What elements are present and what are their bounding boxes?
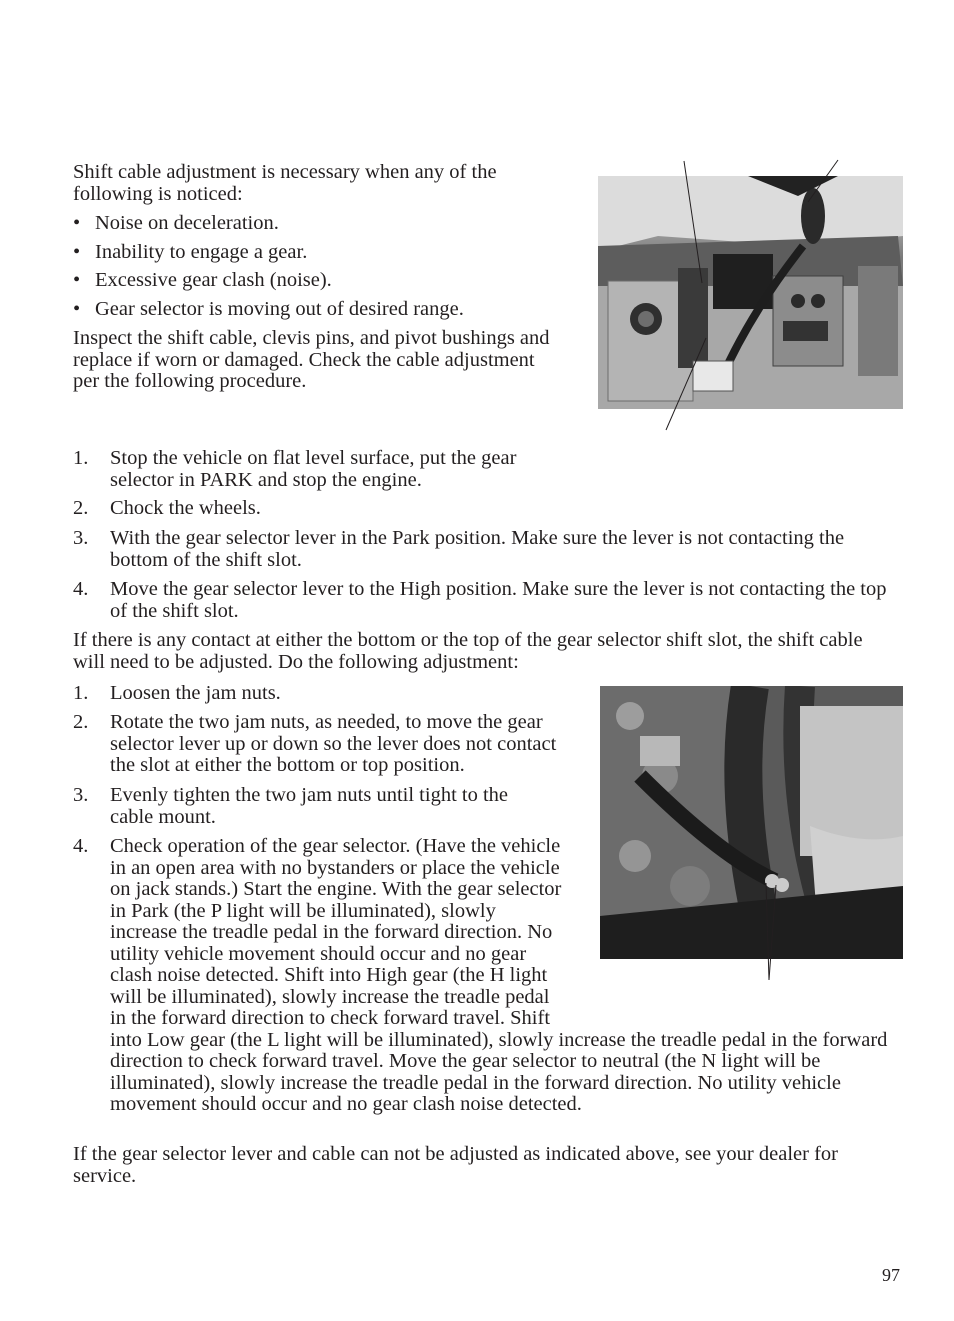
intro-paragraph: Shift cable adjustment is necessary when any of the following is noticed: <box>73 161 497 205</box>
adjust-step-3: 3. Evenly tighten the two jam nuts until tight to the cable mount. <box>73 784 508 828</box>
check-step-3: 3. With the gear selector lever in the Park position. Make sure the lever is not contacting the bottom of the shift slot. <box>73 527 845 571</box>
contact-note: If there is any contact at either the bottom or the top of the gear selector shift slot, the shift cable will need to be adjusted. Do the following adjustment: <box>73 629 863 673</box>
adjust-step-4: 4. Check operation of the gear selector. (Have the vehicle in an open area with no bystanders or place the vehicle on jack stands.) Start the engine. With the gear selector in Park (the P light will be illuminated), slowly increase the treadle pedal in the forward direction. No utility vehicle movement should occur and no gear clash noise detected. Shift into High gear (the H light will be illuminated), slowly increase the treadle pedal in the forward direction to check forward travel. Shift into Low gear (the L light will be illuminated), slowly increase the treadle pedal in the forward direction to check forward travel. Move the gear selector to neutral (the N light will be illuminated), slowly increase the treadle pedal in the forward direction. No utility vehicle movement should occur and no gear clash noise detected. <box>73 836 903 1136</box>
adjust-step-1: 1. Loosen the jam nuts. <box>73 682 281 704</box>
page-number: 97 <box>882 1265 900 1285</box>
gear-selector-dashboard-photo <box>598 176 903 409</box>
adjust-step-2: 2. Rotate the two jam nuts, as needed, to move the gear selector lever up or down so the lever does not contact the slot at either the bottom or top position. <box>73 711 557 776</box>
check-step-1: 1. Stop the vehicle on flat level surface, put the gear selector in PARK and stop the engine. <box>73 447 517 491</box>
check-step-2: 2. Chock the wheels. <box>73 497 261 519</box>
inspect-paragraph: Inspect the shift cable, clevis pins, and pivot bushings and replace if worn or damaged. Check the cable adjustment per the following procedure. <box>73 327 550 392</box>
shift-cable-jam-nuts-photo <box>600 686 903 959</box>
final-note: If the gear selector lever and cable can not be adjusted as indicated above, see your dealer for service. <box>73 1143 838 1187</box>
check-step-4: 4. Move the gear selector lever to the High position. Make sure the lever is not contacting the top of the shift slot. <box>73 578 887 622</box>
